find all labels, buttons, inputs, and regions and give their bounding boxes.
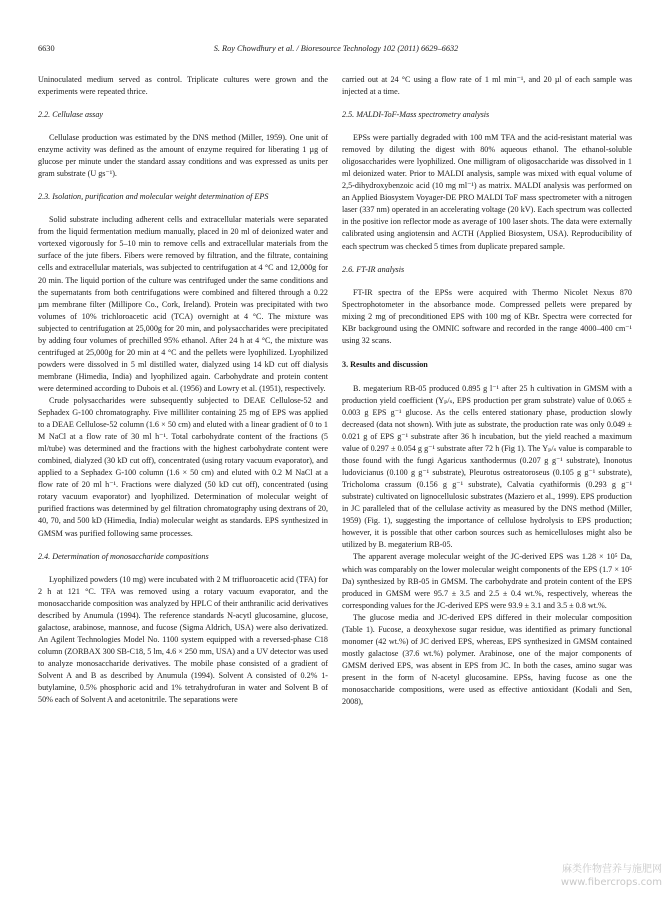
- cellulase-assay-heading: 2.2. Cellulase assay: [38, 110, 103, 120]
- results-paragraph-3: The glucose media and JC-derived EPS differed in their molecular composition (Table 1). Fucose, a deoxyhexose sugar residue, was identified as primary functional monomer (42 wt.%) of JC derived EPS, whereas, EPS synthesized in GMSM contained mostly galactose (37.6 wt.%) polymer. Arabinose, one of the major components of GMSM derived EPS, was absent in EPS from JC. In both the cases, amino sugar was present in the form of N-acetyl glucosamine. EPSs, having fucose as one the monosaccharide compositions, were used as effective antioxidant (Kodali and Sen, 2008),: [342, 612, 632, 707]
- left-column: [38, 74, 328, 706]
- page-number: 6630: [38, 44, 55, 53]
- monosaccharide-paragraph: Lyophilized powders (10 mg) were incubated with 2 M trifluoroacetic acid (TFA) for 2 h at 121 °C. TFA was removed using a rotary vacuum evaporator, and the monosaccharide composition was analyzed by HPLC of their anthranilic acid derivatives described by Anumula (1994). The reference standards N-acytl glucosamine, glucose, galactose, arabinose, mannose, and fucose (Sigma Aldrich, USA) were also derivatized. An Agilent Technologies Model No. 1100 system equipped with a reversed-phase C18 column (ZORBAX 300 SB-C18, 5 lm, 4.6 × 250 mm, USA) and a UV detector was used to analyze monosaccharide derivatives. The mobile phase consisted of a gradient of Solvent A and B as described by Anumula (1994). Solvent A consisted of 0.2% 1-butylamine, 0.5% phosphoric acid and 1% tetrahydrofuran in water and Solvent B of 50% each of Solvent A and acetonitrile. The separations were: [38, 574, 328, 705]
- crude-polysaccharides-paragraph: Crude polysaccharides were subsequently subjected to DEAE Cellulose-52 and Sephadex G-100 chromatography. Five milliliter containing 25 mg of EPS was applied to a DEAE Cellulose-52 column (1.6 × 50 cm) and eluted with a linear gradient of 0 to 1 M NaCl at a flow rate of 30 ml h⁻¹. Total carbohydrate content of the fractions (5 ml/tube) was determined and the fractions with the highest carbohydrate content were combined, dialyzed (30 kD cut off), concentrated (using rotary vacuum evaporator), and applied to a Sephadex G-100 column (1.6 × 50 cm) and eluted with 0.2 M NaCl at a flow rate of 20 ml h⁻¹. Fractions were dialyzed (50 kD cut off), concentrated (using rotary vacuum evaporator) and lyophilized. Determination of molecular weight of purified fractions was determined by gel filtration chromatography using dextrans of 20, 40, 70, and 500 kD (Himedia, India) molecular weight as standards. EPS synthesized in GMSM was purified following same processes.: [38, 395, 328, 538]
- continued-paragraph: carried out at 24 °C using a flow rate of 1 ml min⁻¹, and 20 µl of each sample was injected at a time.: [342, 75, 632, 97]
- isolation-paragraph: Solid substrate including adherent cells and extracellular materials were separated from the liquid fermentation medium manually, placed in 20 ml of deionized water and vortexed vigorously for 5–10 min to remove cells and extracellular materials from the surface of the jute fibers. Fibers were removed by filtration, and the filtrate, containing cells and extracellular materials, was subjected to centrifugation at 4 °C and 12,000g for 20 min. The liquid portion of the culture was centrifuged under the same conditions and the supernatants from both centrifugations were combined and filtered through a 0.22 µm membrane filter (Millipore Co., Cork, Ireland). Protein was precipitated with two volumes of 10% trichloroacetic acid (TCA) overnight at 4 °C. The mixture was subjected to centrifugation at 25,000g for 20 min, and polysaccharides were precipitated by adding four volumes of prechilled 95% ethanol. After 24 h at 4 °C, the mixture was centrifuged at 25,000g for 20 min at 4 °C and the pellets were lyophilized. Lyophilized powders were dissolved in 5 ml distilled water, dialyzed using 14 kD cut off dialysis membrane (Himedia, India) and lyophilized again. Carbohydrate and protein content were determined according to Dubois et al. (1956) and Lowry et al. (1951), respectively.: [38, 215, 328, 393]
- cellulase-assay-paragraph: Cellulase production was estimated by the DNS method (Miller, 1959). One unit of enzyme activity was defined as the amount of enzyme required for liberating 1 µg of glucose per minute under the standard assay conditions and was expressed as units per gram substrate (U gs⁻¹).: [38, 133, 328, 179]
- monosaccharide-heading: 2.4. Determination of monosaccharide compositions: [38, 551, 209, 561]
- running-head: S. Roy Chowdhury et al. / Bioresource Technology 102 (2011) 6629–6632: [213, 44, 459, 53]
- page-header: [38, 44, 634, 56]
- results-paragraph-1: B. megaterium RB-05 produced 0.895 g l⁻¹ after 25 h cultivation in GMSM with a production yield coefficient (Yₚ/ₛ, EPS production per gram substrate) value of 0.065 ± 0.003 g EPS g⁻¹ glucose. As the cells entered stationary phase, production slowly decreased (data not shown). With jute as substrate, the production rate was only 0.049 ± 0.021 g of EPS g⁻¹ substrate after 36 h incubation, but the yield reached a maximum value of 0.297 ± 0.054 g g⁻¹ substrate after 72 h (Fig 1). The Yₚ/ₛ value is comparable to those found with the fungi Agaricus xanthodermus (0.207 g g⁻¹ substrate), Inonotus ludovicianus (0.100 g g⁻¹ substrate), Pleurotus ostreatoroseus (0.105 g g⁻¹ substrate), Tricholoma crassum (0.156 g g⁻¹ substrate), Calvatia cyathiformis (0.293 g g⁻¹ substrate) cultivated on lignocellulosic substrates (Maziero et al., 1999). EPS production in JC paralleled that of the cellulase activity as measured by the DNS method (Miller, 1959) (Fig. 1), suggesting the importance of cellulose hydrolysis to EPS production; however, it is possible that other carbon sources such as hemicelluloses might also be utilized by B. megaterium RB-05.: [342, 383, 632, 550]
- watermark: [561, 863, 662, 889]
- ftir-heading: 2.6. FT-IR analysis: [342, 264, 405, 274]
- results-heading: 3. Results and discussion: [342, 359, 428, 369]
- isolation-heading: 2.3. Isolation, purification and molecular weight determination of EPS: [38, 192, 269, 202]
- maldi-paragraph: EPSs were partially degraded with 100 mM TFA and the acid-resistant material was removed by diluting the digest with 80% aqueous ethanol. The ethanol-soluble oligosaccharides were lyophilized. One milligram of oligosaccharide was dissolved in 1 ml deionized water. Prior to MALDI analysis, sample was mixed with equal volume of 2,5-dihydroxybenzoic acid (10 mg ml⁻¹) as matrix. MALDI analysis was performed on an Applied Biosystem Voyager-DE PRO MALDI ToF mass spectrometer with a nitrogen laser (337 nm) operated in an accelerating voltage (20 kV). Each spectrum was collected in the positive ion reflector mode as average of 100 laser shots. The data were externally calibrated using angiotensin and ACTH (Applied Biosystem, USA). Reproducibility of each spectrum was checked 5 times from duplicate prepared sample.: [342, 133, 632, 251]
- watermark-line-2: www.fibercrops.com: [560, 877, 662, 888]
- ftir-paragraph: FT-IR spectra of the EPSs were acquired with Thermo Nicolet Nexus 870 Spectrophotometer in the absorbance mode. Compressed pellets were prepared by mixing 2 mg of preconditioned EPS with 100 mg of KBr. Spectra were corrected for KBr background using the OMNIC software and recorded in the range 4000–400 cm⁻¹ using 32 scans.: [342, 287, 632, 345]
- watermark-line-1: 麻类作物营养与施肥网: [562, 864, 662, 875]
- results-paragraph-2: The apparent average molecular weight of the JC-derived EPS was 1.28 × 10⁵ Da, which was comparably on the lower molecular weight components of the EPS (1.7 × 10⁵ Da) synthesized by RB-05 in GMSM. The carbohydrate and protein content of the EPS produced in GMSM were 95.7 ± 3.5 and 2.5 ± 0.4 wt.%, respectively, whereas the corresponding values for the JC-derived EPS were 93.9 ± 3.1 and 3.5 ± 0.8 wt.%.: [342, 552, 632, 610]
- control-paragraph: Uninoculated medium served as control. Triplicate cultures were grown and the experiments were repeated thrice.: [38, 75, 328, 97]
- right-column: [342, 74, 632, 708]
- maldi-heading: 2.5. MALDI-ToF-Mass spectrometry analysis: [342, 110, 490, 120]
